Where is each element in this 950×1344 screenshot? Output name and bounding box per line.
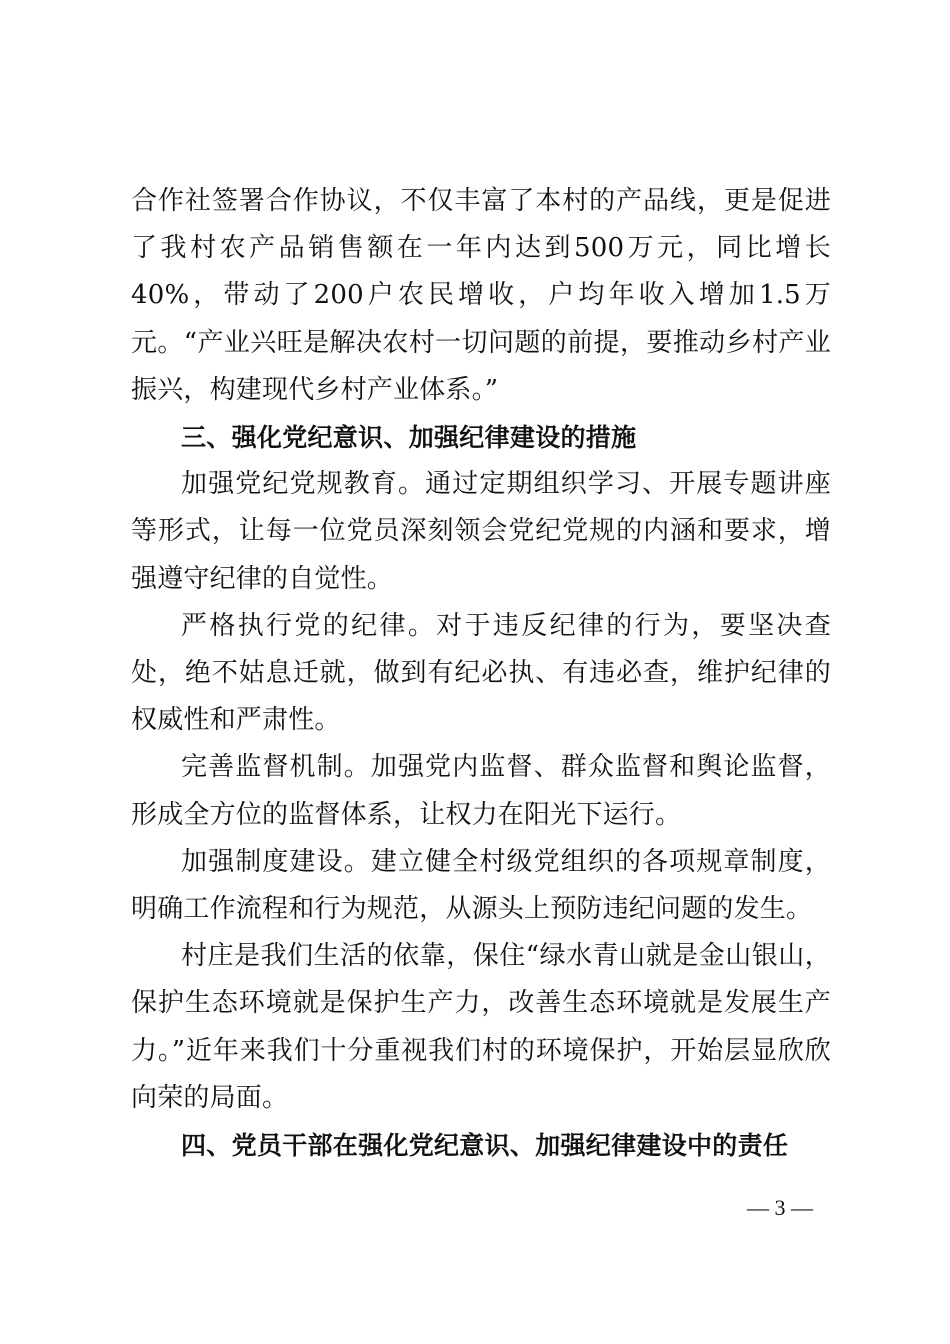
paragraph-institution-building: 加强制度建设。建立健全村级党组织的各项规章制度，明确工作流程和行为规范，从源头上预防违纪问题的发生。 (131, 846, 831, 925)
paragraph-discipline-education: 加强党纪党规教育。通过定期组织学习、开展专题讲座等形式，让每一位党员深刻领会党纪党规的内涵和要求，增强遵守纪律的自觉性。 (131, 469, 831, 594)
paragraph-product-line: 合作社签署合作协议，不仅丰富了本村的产品线，更是促进了我村农产品销售额在一年内达到500万元，同比增长40%，带动了200户农民增收，户均年收入增加1.5万元。“产业兴旺是解决农村一切问题的前提，要推动乡村产业振兴，构建现代乡村产业体系。” (131, 186, 831, 405)
paragraph-environment: 村庄是我们生活的依靠，保住“绿水青山就是金山银山，保护生态环境就是保护生产力，改善生态环境就是发展生产力。”近年来我们十分重视我们村的环境保护，开始层显欣欣向荣的局面。 (131, 941, 831, 1113)
paragraph-supervision: 完善监督机制。加强党内监督、群众监督和舆论监督，形成全方位的监督体系，让权力在阳光下运行。 (131, 752, 831, 830)
paragraph-strict-discipline: 严格执行党的纪律。对于违反纪律的行为，要坚决查处，绝不姑息迁就，做到有纪必执、有违必查，维护纪律的权威性和严肃性。 (131, 610, 831, 736)
page-number: — 3 — (747, 1195, 813, 1220)
section-heading-3: 三、强化党纪意识、加强纪律建设的措施 (181, 423, 637, 453)
section-heading-4: 四、党员干部在强化党纪意识、加强纪律建设中的责任 (181, 1131, 789, 1161)
document-body (131, 178, 831, 1169)
